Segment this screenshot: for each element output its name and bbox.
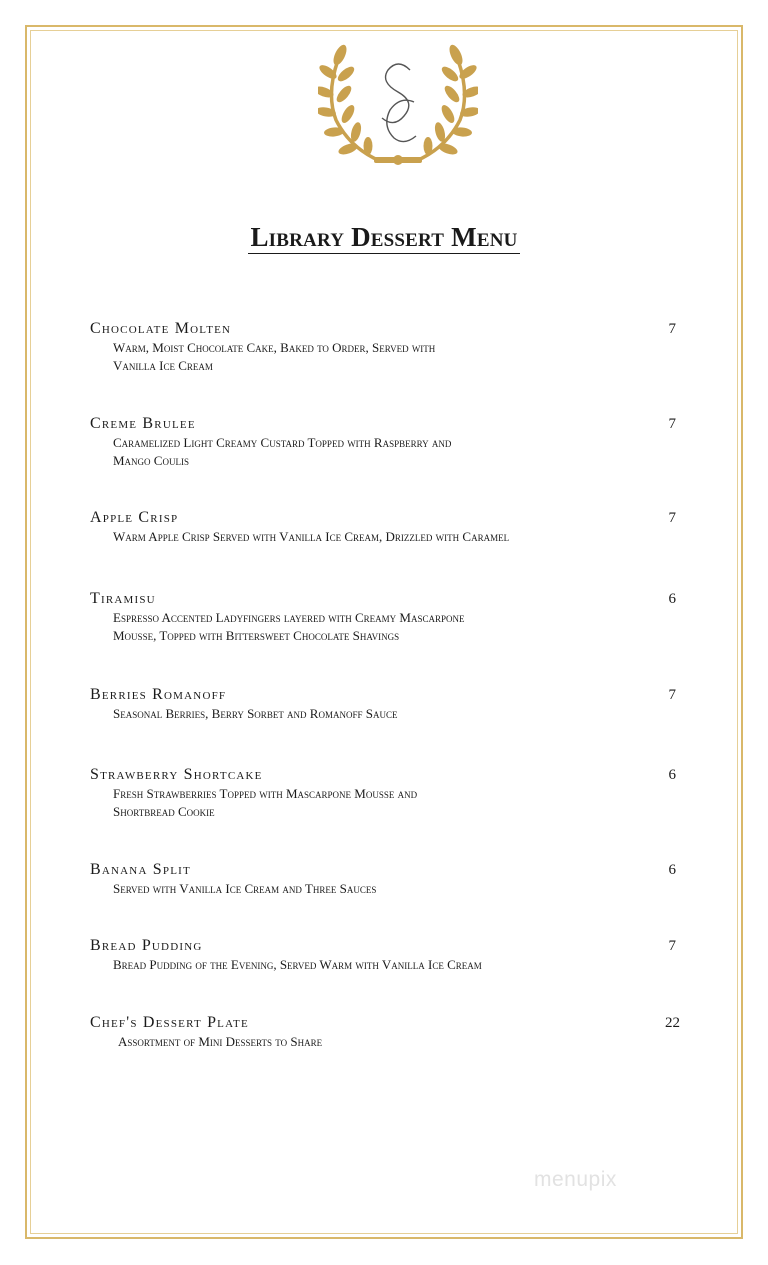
menu-title [0,222,768,253]
menu-item-apple-crisp [90,508,690,546]
item-description-line: Shortbread Cookie [113,804,215,819]
menu-item-chefs-dessert-plate [90,1013,690,1051]
item-description [113,880,613,898]
menu-item-strawberry-shortcake [90,765,690,821]
item-price: 22 [665,1015,680,1031]
item-price: 7 [668,938,676,954]
item-description [113,609,613,645]
item-name: Strawberry Shortcake [90,766,263,783]
item-description-line: Assortment of Mini Desserts to Share [118,1034,323,1049]
laurel-wreath-icon [318,43,478,165]
laurel-monogram-logo [318,40,478,170]
item-name: Bread Pudding [90,937,203,954]
item-description-line: Caramelized Light Creamy Custard Topped with Raspberry and [113,435,452,450]
menu-item-banana-split [90,860,690,898]
item-name: Creme Brulee [90,415,196,432]
item-price: 6 [668,862,676,878]
menu-item-tiramisu [90,589,690,645]
item-description-line: Fresh Strawberries Topped with Mascarpone Mousse and [113,786,418,801]
item-name: Chocolate Molten [90,320,232,337]
item-price: 7 [668,687,676,703]
item-price: 7 [668,416,676,432]
menu-item-creme-brulee [90,414,690,470]
menu-item-berries-romanoff [90,685,690,723]
watermark: menupix [534,1168,617,1191]
item-description-line: Seasonal Berries, Berry Sorbet and Romanoff Sauce [113,706,398,721]
item-description-line: Bread Pudding of the Evening, Served Warm with Vanilla Ice Cream [113,957,482,972]
item-description [113,956,613,974]
item-price: 7 [668,321,676,337]
item-name: Chef's Dessert Plate [90,1014,249,1031]
item-description [118,1033,618,1051]
item-description [113,705,613,723]
item-name: Apple Crisp [90,509,179,526]
item-price: 7 [668,510,676,526]
item-description-line: Espresso Accented Ladyfingers layered with Creamy Mascarpone [113,610,465,625]
item-price: 6 [668,591,676,607]
item-description [113,339,613,375]
item-name: Berries Romanoff [90,686,227,703]
menu-item-bread-pudding [90,936,690,974]
menu-item-chocolate-molten [90,319,690,375]
item-description-line: Mango Coulis [113,453,189,468]
item-description [113,434,613,470]
item-description-line: Served with Vanilla Ice Cream and Three Sauces [113,881,377,896]
item-description-line: Mousse, Topped with Bittersweet Chocolate Shavings [113,628,400,643]
item-description [113,785,613,821]
item-description-line: Warm, Moist Chocolate Cake, Baked to Order, Served with [113,340,436,355]
item-price: 6 [668,767,676,783]
item-name: Banana Split [90,861,191,878]
monogram-icon [382,64,416,142]
menu-title-text: Library Dessert Menu [250,222,518,252]
item-description [113,528,613,546]
item-name: Tiramisu [90,590,156,607]
item-description-line: Vanilla Ice Cream [113,358,213,373]
item-description-line: Warm Apple Crisp Served with Vanilla Ice Cream, Drizzled with Caramel [113,529,510,544]
